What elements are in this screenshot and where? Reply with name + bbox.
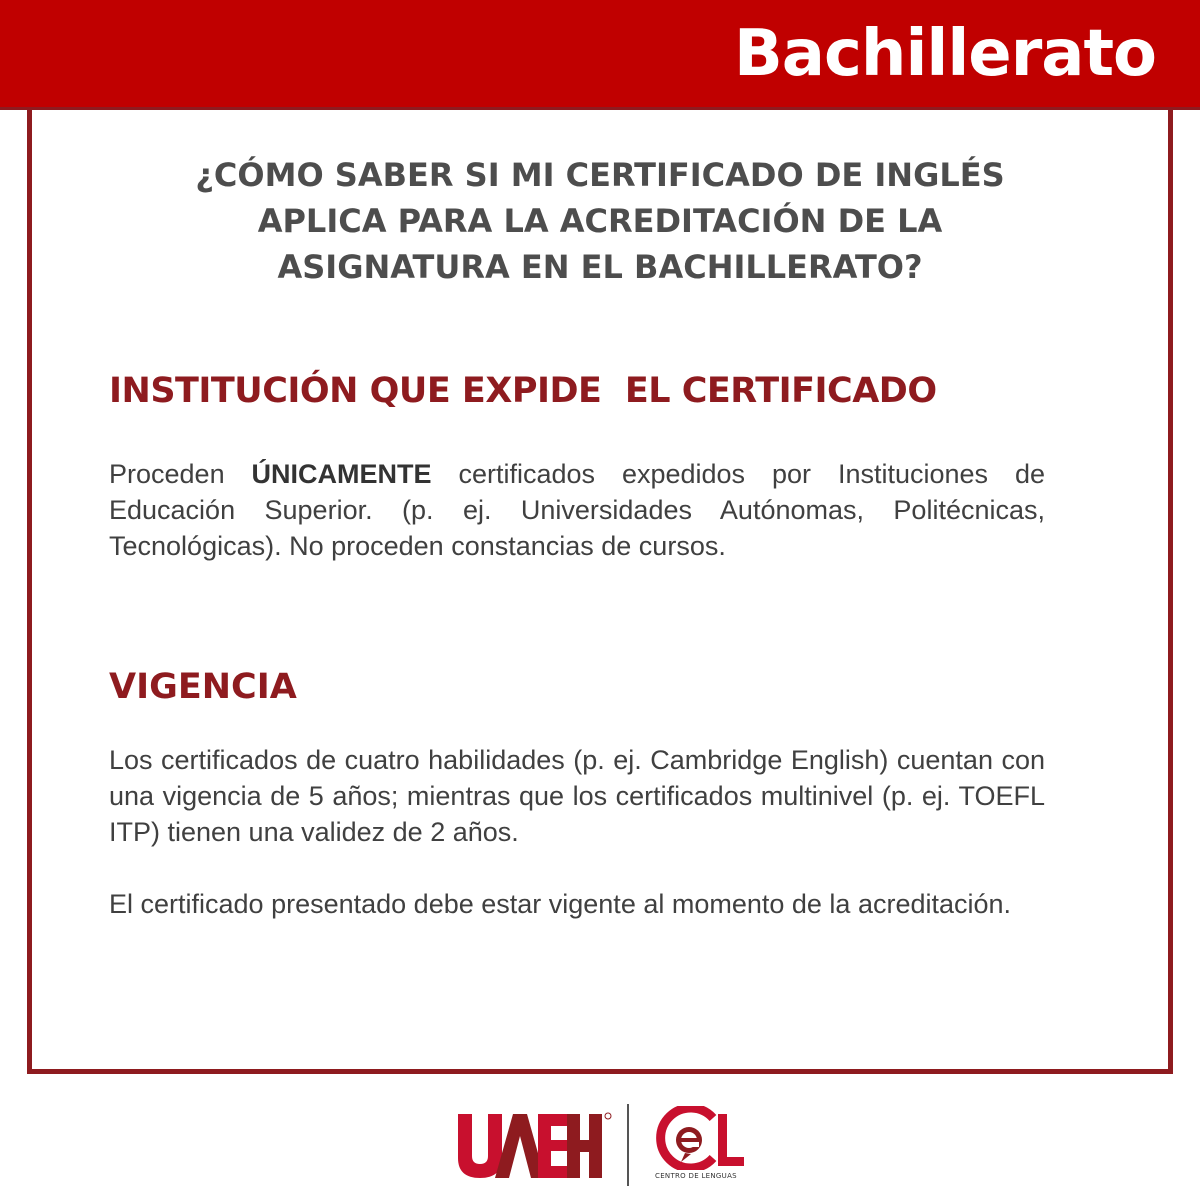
section-paragraph-vigencia: Los certificados de cuatro habilidades (p. ej. Cambridge English) cuentan con una vigencia de 5 años; mientras que los certificados multinivel (p. ej. TOEFL ITP) tienen una validez de 2 años. xyxy=(109,745,1045,847)
main-question xyxy=(100,152,1100,290)
header-title: Bachillerato xyxy=(734,17,1156,91)
section-title-vigencia: VIGENCIA xyxy=(109,667,297,707)
paragraph-text: Proceden xyxy=(109,459,252,489)
section-title-institucion: INSTITUCIÓN QUE EXPIDE EL CERTIFICADO xyxy=(109,371,937,411)
header-bar xyxy=(0,0,1200,110)
section-paragraph-vigente-note: El certificado presentado debe estar vigente al momento de la acreditación. xyxy=(109,889,1012,919)
footer-logos xyxy=(455,1104,755,1186)
question-line-2: APLICA PARA LA ACREDITACIÓN DE LA xyxy=(257,202,943,240)
paragraph-text: certificados expedidos por Instituciones de Educación Superior. (p. ej. Universidades Autónomas, Politécnicas, Tecnológicas). No proceden constancias de cursos. xyxy=(109,459,1046,561)
uaeh-logo xyxy=(455,1110,615,1180)
cel-logo xyxy=(655,1106,747,1170)
paragraph-emphasis: ÚNICAMENTE xyxy=(251,459,432,489)
question-line-3: ASIGNATURA EN EL BACHILLERATO? xyxy=(277,248,923,286)
question-line-1: ¿CÓMO SABER SI MI CERTIFICADO DE INGLÉS xyxy=(195,156,1005,194)
section-paragraph-institucion xyxy=(109,456,1045,564)
logo-divider xyxy=(627,1104,629,1186)
cel-caption: CENTRO DE LENGUAS xyxy=(655,1172,737,1180)
